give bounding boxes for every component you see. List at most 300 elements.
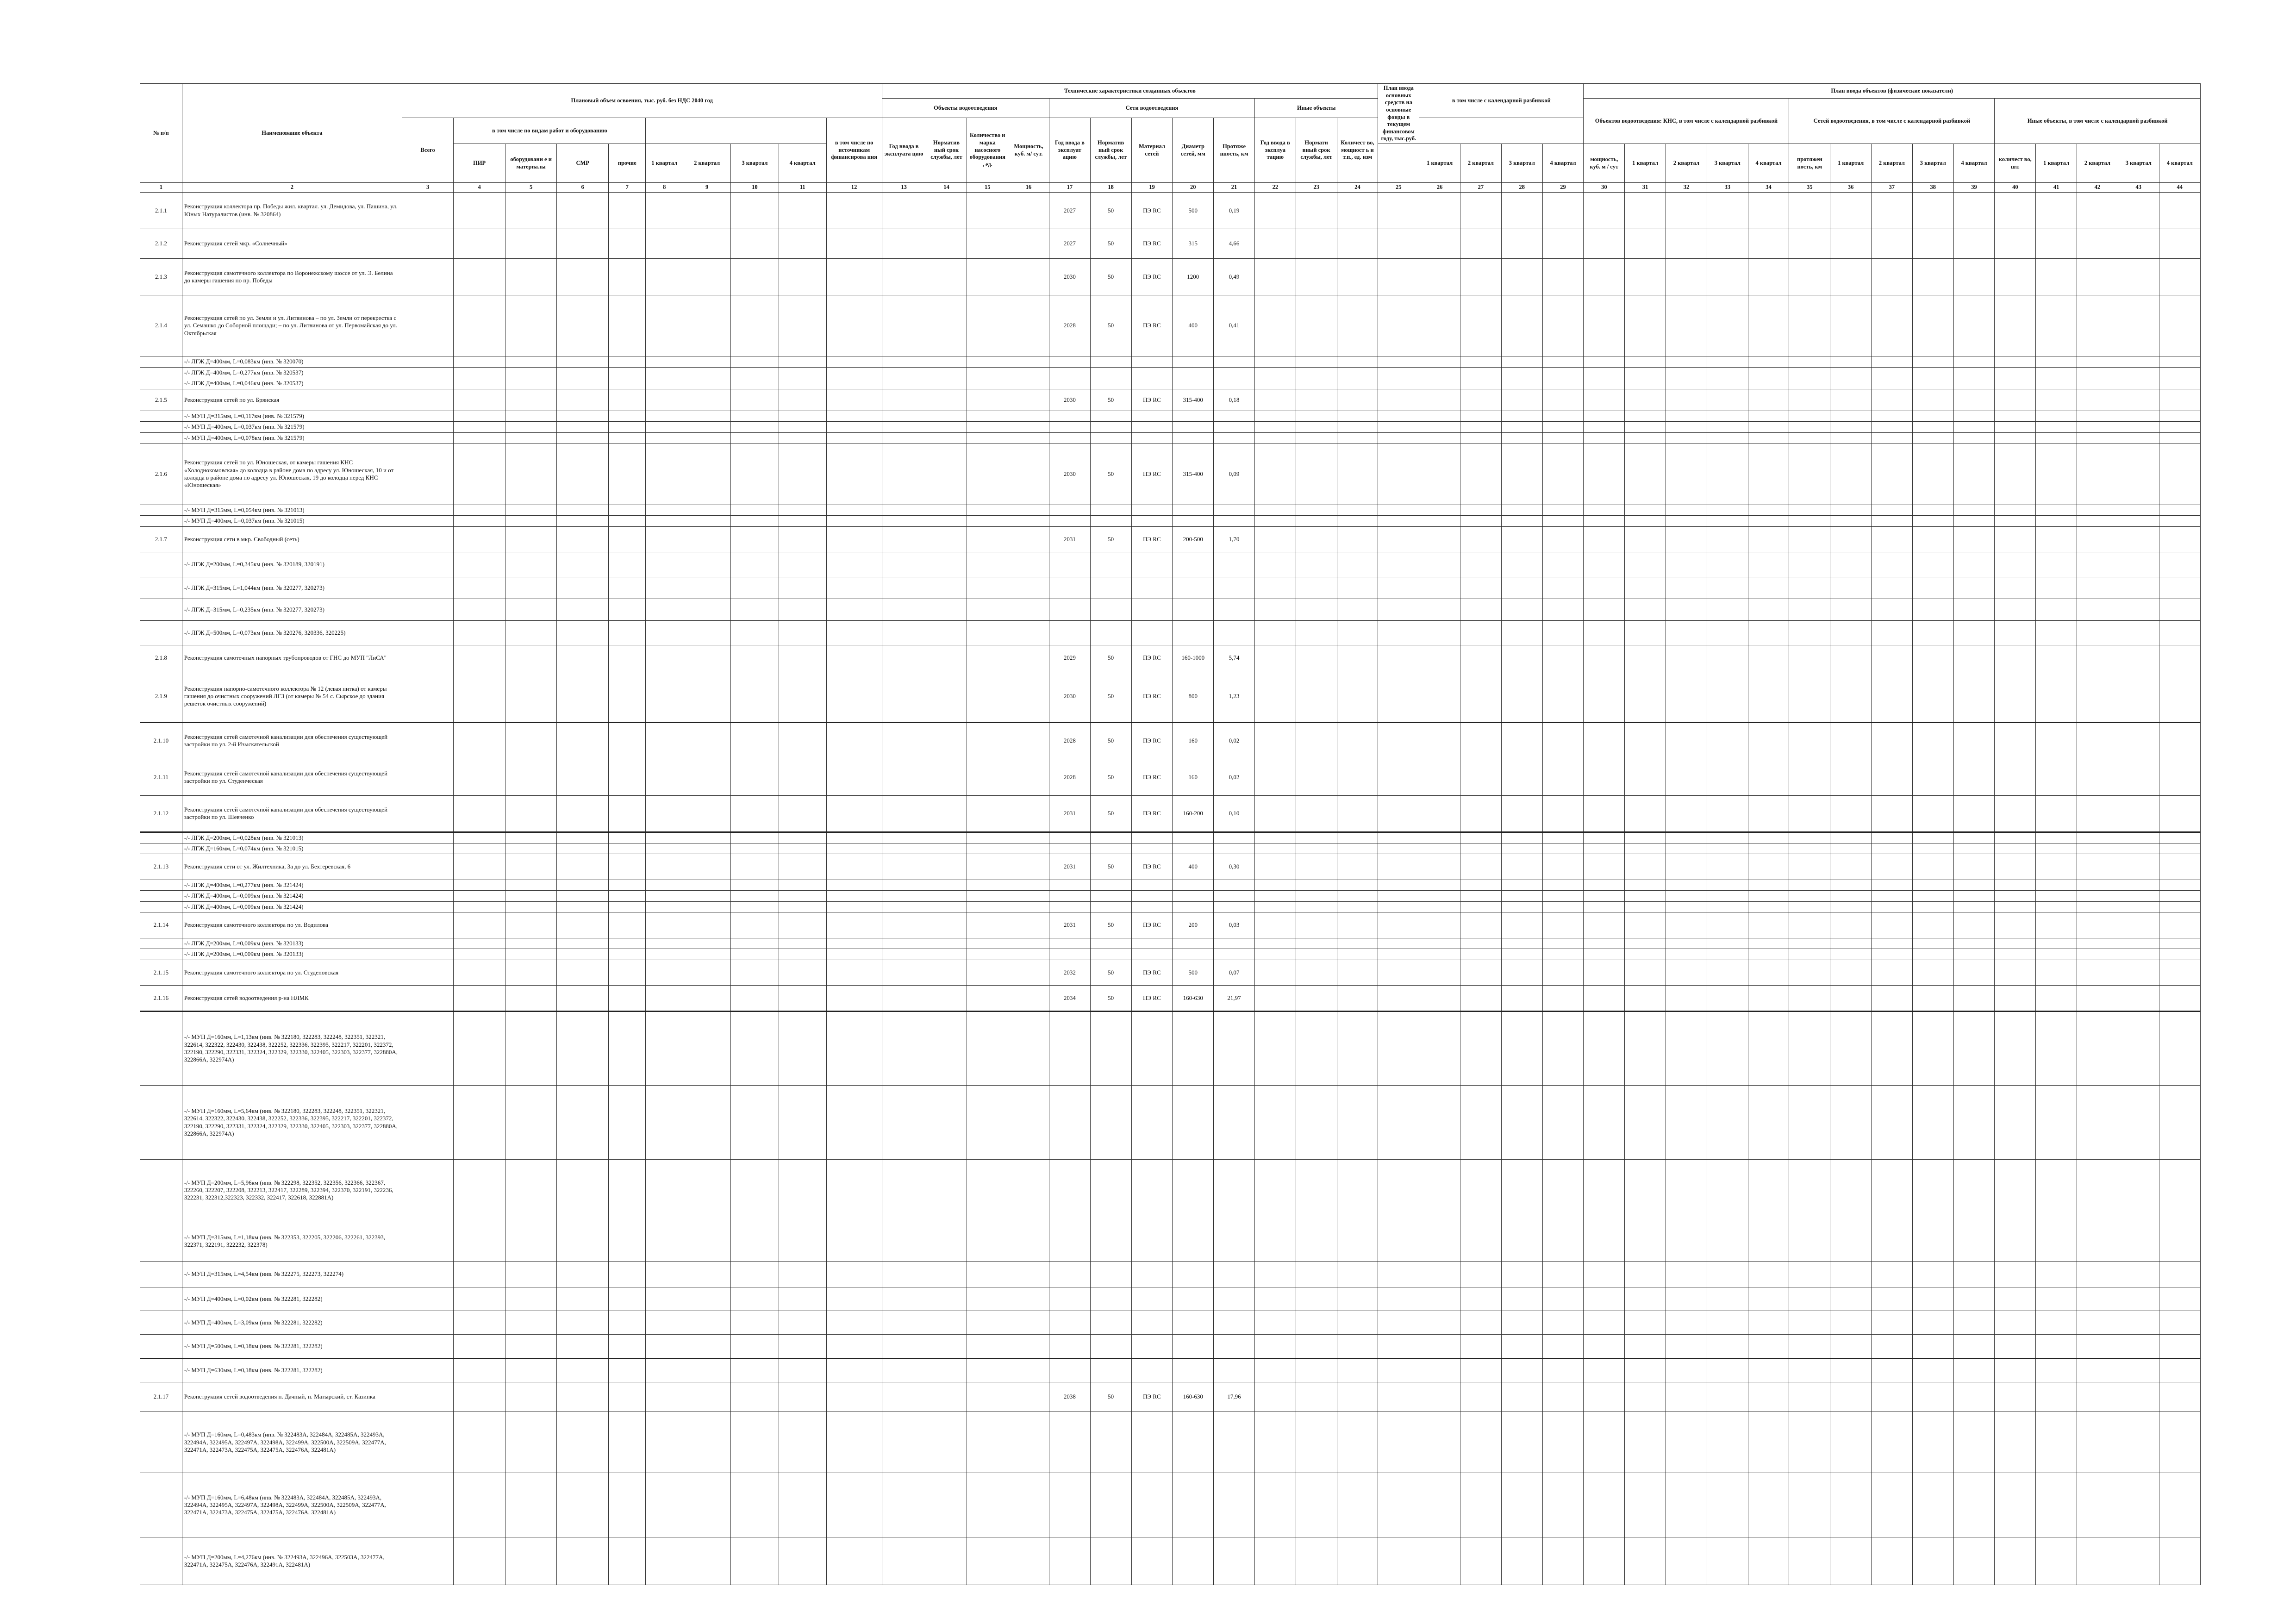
table-cell	[1912, 258, 1953, 295]
object-name: Реконструкция напорно-самотечного коллектора № 12 (левая нитка) от камеры гашения до очистных сооружений ЛГЗ (от камеры № 54 с. Сырское до здания решеток очистных сооружений)	[182, 671, 402, 722]
table-cell	[967, 891, 1008, 902]
table-cell	[1953, 912, 1995, 938]
table-cell	[505, 505, 557, 516]
object-name: -/- ЛГЖ Д=400мм, L=0,009км (инв. № 321424)	[182, 891, 402, 902]
table-cell	[505, 1382, 557, 1412]
table-cell	[646, 1537, 683, 1585]
table-cell	[779, 1287, 826, 1311]
year-in: 2028	[1049, 759, 1090, 795]
table-cell	[1460, 1287, 1502, 1311]
table-cell	[454, 367, 505, 378]
table-cell	[1460, 516, 1502, 527]
table-cell	[1008, 443, 1049, 505]
table-cell	[1419, 1382, 1460, 1412]
table-cell	[926, 389, 967, 411]
table-cell	[2077, 356, 2118, 368]
table-cell	[1912, 986, 1953, 1012]
table-cell	[1337, 986, 1378, 1012]
table-cell	[882, 938, 926, 949]
header-tech: Технические характеристики созданных объектов	[882, 84, 1378, 99]
table-cell	[1995, 1473, 2036, 1537]
table-cell	[505, 378, 557, 389]
table-cell	[1296, 1537, 1337, 1585]
table-cell	[2159, 599, 2200, 620]
table-cell	[826, 295, 882, 356]
table-cell	[646, 192, 683, 229]
diameter	[1173, 880, 1214, 891]
table-cell	[731, 949, 779, 960]
table-cell	[1542, 1221, 1584, 1262]
table-row	[140, 880, 2201, 891]
table-cell	[2077, 960, 2118, 986]
table-cell	[1872, 1358, 1913, 1382]
table-cell	[1748, 645, 1789, 671]
table-cell	[926, 620, 967, 645]
diameter	[1173, 356, 1214, 368]
table-cell	[1378, 1311, 1419, 1335]
table-cell	[2077, 411, 2118, 422]
table-cell	[2077, 432, 2118, 443]
table-cell	[1707, 367, 1748, 378]
table-cell	[826, 1086, 882, 1160]
table-cell	[731, 891, 779, 902]
table-cell	[2118, 192, 2159, 229]
table-cell	[926, 356, 967, 368]
material	[1131, 1358, 1173, 1382]
table-cell	[1254, 356, 1296, 368]
table-cell	[2118, 577, 2159, 599]
table-cell	[1872, 912, 1913, 938]
table-cell	[967, 986, 1008, 1012]
table-cell	[2036, 1537, 2077, 1585]
table-cell	[1542, 891, 1584, 902]
table-cell	[1789, 832, 1830, 843]
material: ПЭ RC	[1131, 258, 1173, 295]
table-cell	[1542, 1262, 1584, 1287]
table-cell	[967, 367, 1008, 378]
table-cell	[1378, 759, 1419, 795]
table-cell	[1296, 1221, 1337, 1262]
header-oth-q1: 1 квартал	[2036, 144, 2077, 183]
table-cell	[882, 1473, 926, 1537]
table-cell	[967, 620, 1008, 645]
table-cell	[1008, 526, 1049, 552]
table-cell	[2118, 843, 2159, 854]
table-cell	[1419, 1358, 1460, 1382]
table-cell	[1995, 1537, 2036, 1585]
table-cell	[1912, 901, 1953, 912]
header-plan-input-sub	[1378, 144, 1419, 183]
table-cell	[1995, 1335, 2036, 1358]
table-cell	[402, 949, 454, 960]
table-cell	[826, 960, 882, 986]
diameter: 200	[1173, 912, 1214, 938]
table-cell	[1666, 378, 1707, 389]
length	[1214, 1221, 1255, 1262]
table-cell	[1625, 599, 1666, 620]
table-cell	[1707, 192, 1748, 229]
table-cell	[1625, 258, 1666, 295]
table-cell	[1995, 432, 2036, 443]
table-cell	[1625, 192, 1666, 229]
norm-life	[1090, 432, 1131, 443]
table-cell	[1666, 1262, 1707, 1287]
year-in: 2027	[1049, 229, 1090, 258]
row-number	[140, 949, 182, 960]
table-cell	[454, 378, 505, 389]
table-cell	[1419, 356, 1460, 368]
table-cell	[1830, 880, 1872, 891]
table-cell	[454, 577, 505, 599]
table-cell	[2118, 901, 2159, 912]
header-year-in: Год ввода в эксплуата цию	[882, 118, 926, 183]
table-cell	[505, 443, 557, 505]
table-row	[140, 854, 2201, 880]
table-cell	[557, 1382, 609, 1412]
table-cell	[646, 645, 683, 671]
material: ПЭ RC	[1131, 645, 1173, 671]
table-cell	[1625, 1221, 1666, 1262]
table-cell	[1008, 1412, 1049, 1473]
table-cell	[1008, 505, 1049, 516]
table-cell	[1830, 1358, 1872, 1382]
table-cell	[926, 516, 967, 527]
table-cell	[1748, 891, 1789, 902]
table-cell	[646, 1221, 683, 1262]
year-in	[1049, 1086, 1090, 1160]
table-cell	[1008, 378, 1049, 389]
table-cell	[1995, 1160, 2036, 1221]
table-cell	[454, 1311, 505, 1335]
material	[1131, 901, 1173, 912]
table-cell	[1501, 620, 1542, 645]
table-cell	[2159, 795, 2200, 832]
table-cell	[1872, 432, 1913, 443]
table-cell	[882, 795, 926, 832]
table-cell	[826, 599, 882, 620]
table-cell	[1872, 938, 1913, 949]
table-cell	[967, 1473, 1008, 1537]
header-phys-q1: 1 квартал	[1625, 144, 1666, 183]
table-cell	[967, 938, 1008, 949]
table-cell	[557, 1358, 609, 1382]
table-cell	[1666, 1086, 1707, 1160]
table-cell	[1337, 1287, 1378, 1311]
table-cell	[557, 960, 609, 986]
table-cell	[1995, 1358, 2036, 1382]
table-cell	[731, 722, 779, 759]
length	[1214, 1335, 1255, 1358]
table-cell	[557, 526, 609, 552]
table-cell	[1995, 378, 2036, 389]
table-cell	[1378, 1160, 1419, 1221]
object-name: -/- МУП Д=400мм, L=0,037км (инв. № 321579)	[182, 422, 402, 433]
table-cell	[882, 1358, 926, 1382]
table-cell	[1830, 854, 1872, 880]
table-cell	[1953, 1287, 1995, 1311]
norm-life	[1090, 411, 1131, 422]
table-cell	[646, 1011, 683, 1085]
length	[1214, 949, 1255, 960]
table-cell	[926, 832, 967, 843]
table-cell	[1830, 645, 1872, 671]
table-cell	[2159, 1287, 2200, 1311]
object-name: -/- МУП Д=400мм, L=0,037км (инв. № 321015)	[182, 516, 402, 527]
table-cell	[1666, 1160, 1707, 1221]
norm-life	[1090, 880, 1131, 891]
length: 0,19	[1214, 192, 1255, 229]
table-cell	[505, 1262, 557, 1287]
table-cell	[1542, 1382, 1584, 1412]
table-cell	[683, 258, 731, 295]
table-cell	[1419, 229, 1460, 258]
table-cell	[1748, 422, 1789, 433]
table-cell	[1296, 986, 1337, 1012]
table-cell	[2118, 1412, 2159, 1473]
table-row	[140, 1287, 2201, 1311]
table-cell	[882, 295, 926, 356]
table-cell	[505, 422, 557, 433]
header-qty-other: Количест во, мощност ь и т.п., ед. изм	[1337, 118, 1378, 183]
table-cell	[1419, 1011, 1460, 1085]
table-cell	[926, 1358, 967, 1382]
table-cell	[731, 671, 779, 722]
table-cell	[882, 880, 926, 891]
table-cell	[454, 759, 505, 795]
table-cell	[2077, 443, 2118, 505]
table-cell	[1378, 880, 1419, 891]
table-cell	[454, 411, 505, 422]
table-cell	[1830, 411, 1872, 422]
table-cell	[2118, 411, 2159, 422]
table-cell	[1625, 1473, 1666, 1537]
table-cell	[926, 938, 967, 949]
table-cell	[505, 1335, 557, 1358]
table-cell	[1830, 1382, 1872, 1412]
table-cell	[454, 938, 505, 949]
table-cell	[882, 516, 926, 527]
table-row	[140, 1537, 2201, 1585]
table-cell	[1008, 516, 1049, 527]
column-number: 36	[1830, 183, 1872, 193]
table-cell	[2118, 832, 2159, 843]
table-cell	[557, 505, 609, 516]
norm-life	[1090, 1160, 1131, 1221]
diameter	[1173, 938, 1214, 949]
table-cell	[2036, 295, 2077, 356]
table-cell	[1501, 258, 1542, 295]
length	[1214, 1412, 1255, 1473]
table-cell	[2159, 1358, 2200, 1382]
table-cell	[1953, 1537, 1995, 1585]
header-quarters-blank	[646, 118, 826, 144]
year-in: 2030	[1049, 258, 1090, 295]
table-cell	[1296, 1412, 1337, 1473]
table-cell	[926, 1086, 967, 1160]
table-cell	[967, 1358, 1008, 1382]
material: ПЭ RC	[1131, 671, 1173, 722]
table-cell	[779, 599, 826, 620]
table-cell	[608, 854, 646, 880]
table-cell	[683, 192, 731, 229]
table-cell	[1625, 1358, 1666, 1382]
table-cell	[1872, 505, 1913, 516]
table-cell	[967, 960, 1008, 986]
table-cell	[926, 901, 967, 912]
table-cell	[779, 671, 826, 722]
table-cell	[1460, 671, 1502, 722]
table-cell	[826, 516, 882, 527]
material	[1131, 552, 1173, 577]
table-cell	[967, 832, 1008, 843]
table-cell	[1542, 832, 1584, 843]
table-cell	[926, 432, 967, 443]
table-cell	[2036, 443, 2077, 505]
table-cell	[2036, 901, 2077, 912]
table-cell	[1337, 505, 1378, 516]
table-cell	[557, 1473, 609, 1537]
table-cell	[731, 843, 779, 854]
table-cell	[882, 843, 926, 854]
table-cell	[2159, 1412, 2200, 1473]
table-cell	[1707, 526, 1748, 552]
table-cell	[2036, 1335, 2077, 1358]
table-cell	[1748, 526, 1789, 552]
row-number: 2.1.15	[140, 960, 182, 986]
table-cell	[608, 432, 646, 443]
table-cell	[2159, 526, 2200, 552]
table-cell	[882, 422, 926, 433]
table-cell	[779, 960, 826, 986]
table-cell	[967, 443, 1008, 505]
table-cell	[826, 901, 882, 912]
table-cell	[1254, 229, 1296, 258]
table-cell	[1789, 229, 1830, 258]
table-cell	[1830, 722, 1872, 759]
table-cell	[779, 443, 826, 505]
diameter	[1173, 367, 1214, 378]
header-count-short: количест во, шт.	[1995, 144, 2036, 183]
table-cell	[1584, 960, 1625, 986]
norm-life: 50	[1090, 389, 1131, 411]
table-cell	[1419, 258, 1460, 295]
object-name: -/- МУП Д=160мм, L=5,64км (инв. № 322180, 322283, 322248, 322351, 322321, 322614, 322322, 322430, 322438, 322252, 322336, 322395, 322217, 322201, 322372, 322190, 322290, 322331, 322324, 322329, 322330, 322405, 322303, 322377, 322880А, 322866А, 322974А)	[182, 1086, 402, 1160]
object-name: -/- ЛГЖ Д=400мм, L=0,046км (инв. № 320537)	[182, 378, 402, 389]
table-cell	[608, 229, 646, 258]
year-in	[1049, 378, 1090, 389]
table-cell	[454, 1287, 505, 1311]
table-cell	[402, 1335, 454, 1358]
table-cell	[1707, 229, 1748, 258]
table-cell	[557, 759, 609, 795]
row-number	[140, 891, 182, 902]
table-cell	[779, 1382, 826, 1412]
table-cell	[731, 1160, 779, 1221]
table-cell	[1337, 854, 1378, 880]
table-cell	[1254, 1382, 1296, 1412]
table-cell	[1254, 832, 1296, 843]
table-cell	[646, 599, 683, 620]
table-cell	[608, 552, 646, 577]
table-cell	[2036, 1382, 2077, 1412]
table-cell	[2077, 620, 2118, 645]
table-cell	[1912, 577, 1953, 599]
table-cell	[1912, 880, 1953, 891]
year-in: 2030	[1049, 671, 1090, 722]
table-cell	[646, 516, 683, 527]
table-cell	[1501, 577, 1542, 599]
table-cell	[402, 671, 454, 722]
table-cell	[1953, 843, 1995, 854]
table-cell	[1296, 367, 1337, 378]
table-cell	[1748, 960, 1789, 986]
table-cell	[1378, 1473, 1419, 1537]
table-cell	[2077, 367, 2118, 378]
table-cell	[779, 759, 826, 795]
table-cell	[1995, 411, 2036, 422]
table-cell	[1460, 1311, 1502, 1335]
table-cell	[1460, 356, 1502, 368]
table-cell	[1542, 795, 1584, 832]
table-cell	[826, 891, 882, 902]
table-cell	[1707, 949, 1748, 960]
table-cell	[2077, 1262, 2118, 1287]
year-in	[1049, 949, 1090, 960]
table-cell	[1008, 1358, 1049, 1382]
table-cell	[1501, 229, 1542, 258]
table-cell	[1542, 367, 1584, 378]
table-cell	[731, 258, 779, 295]
table-cell	[1584, 378, 1625, 389]
table-cell	[454, 1358, 505, 1382]
table-cell	[505, 1011, 557, 1085]
table-cell	[2036, 526, 2077, 552]
table-row	[140, 1160, 2201, 1221]
material: ПЭ RC	[1131, 986, 1173, 1012]
object-name: Реконструкция сетей самотечной канализации для обеспечения существующей застройки по ул. Студенческая	[182, 759, 402, 795]
table-cell	[779, 258, 826, 295]
table-cell	[967, 1287, 1008, 1311]
table-cell	[1995, 552, 2036, 577]
table-cell	[882, 192, 926, 229]
table-cell	[2159, 1335, 2200, 1358]
norm-life	[1090, 891, 1131, 902]
table-cell	[1789, 912, 1830, 938]
table-cell	[1872, 295, 1913, 356]
table-cell	[826, 986, 882, 1012]
header-net-cal: Сетей водоотведения, в том числе с календарной разбивкой	[1789, 99, 1995, 144]
table-cell	[1460, 1412, 1502, 1473]
table-cell	[1830, 295, 1872, 356]
table-cell	[967, 854, 1008, 880]
year-in	[1049, 938, 1090, 949]
table-cell	[1501, 832, 1542, 843]
table-cell	[1912, 938, 1953, 949]
norm-life: 50	[1090, 295, 1131, 356]
table-cell	[1337, 1537, 1378, 1585]
table-cell	[1296, 960, 1337, 986]
diameter: 160-200	[1173, 795, 1214, 832]
object-name: -/- МУП Д=160мм, L=6,48км (инв. № 322483А, 322484А, 322485А, 322493А, 322494А, 322495А, 322497А, 322498А, 322499А, 322500А, 322509А, 322477А, 322471А, 322473А, 322475А, 322475А, 322476А, 322481А)	[182, 1473, 402, 1537]
table-cell	[2159, 378, 2200, 389]
table-cell	[1008, 960, 1049, 986]
table-cell	[608, 258, 646, 295]
material	[1131, 1412, 1173, 1473]
header-network: Сети водоотведения	[1049, 99, 1254, 118]
row-number	[140, 516, 182, 527]
table-cell	[1830, 1011, 1872, 1085]
table-cell	[1666, 389, 1707, 411]
